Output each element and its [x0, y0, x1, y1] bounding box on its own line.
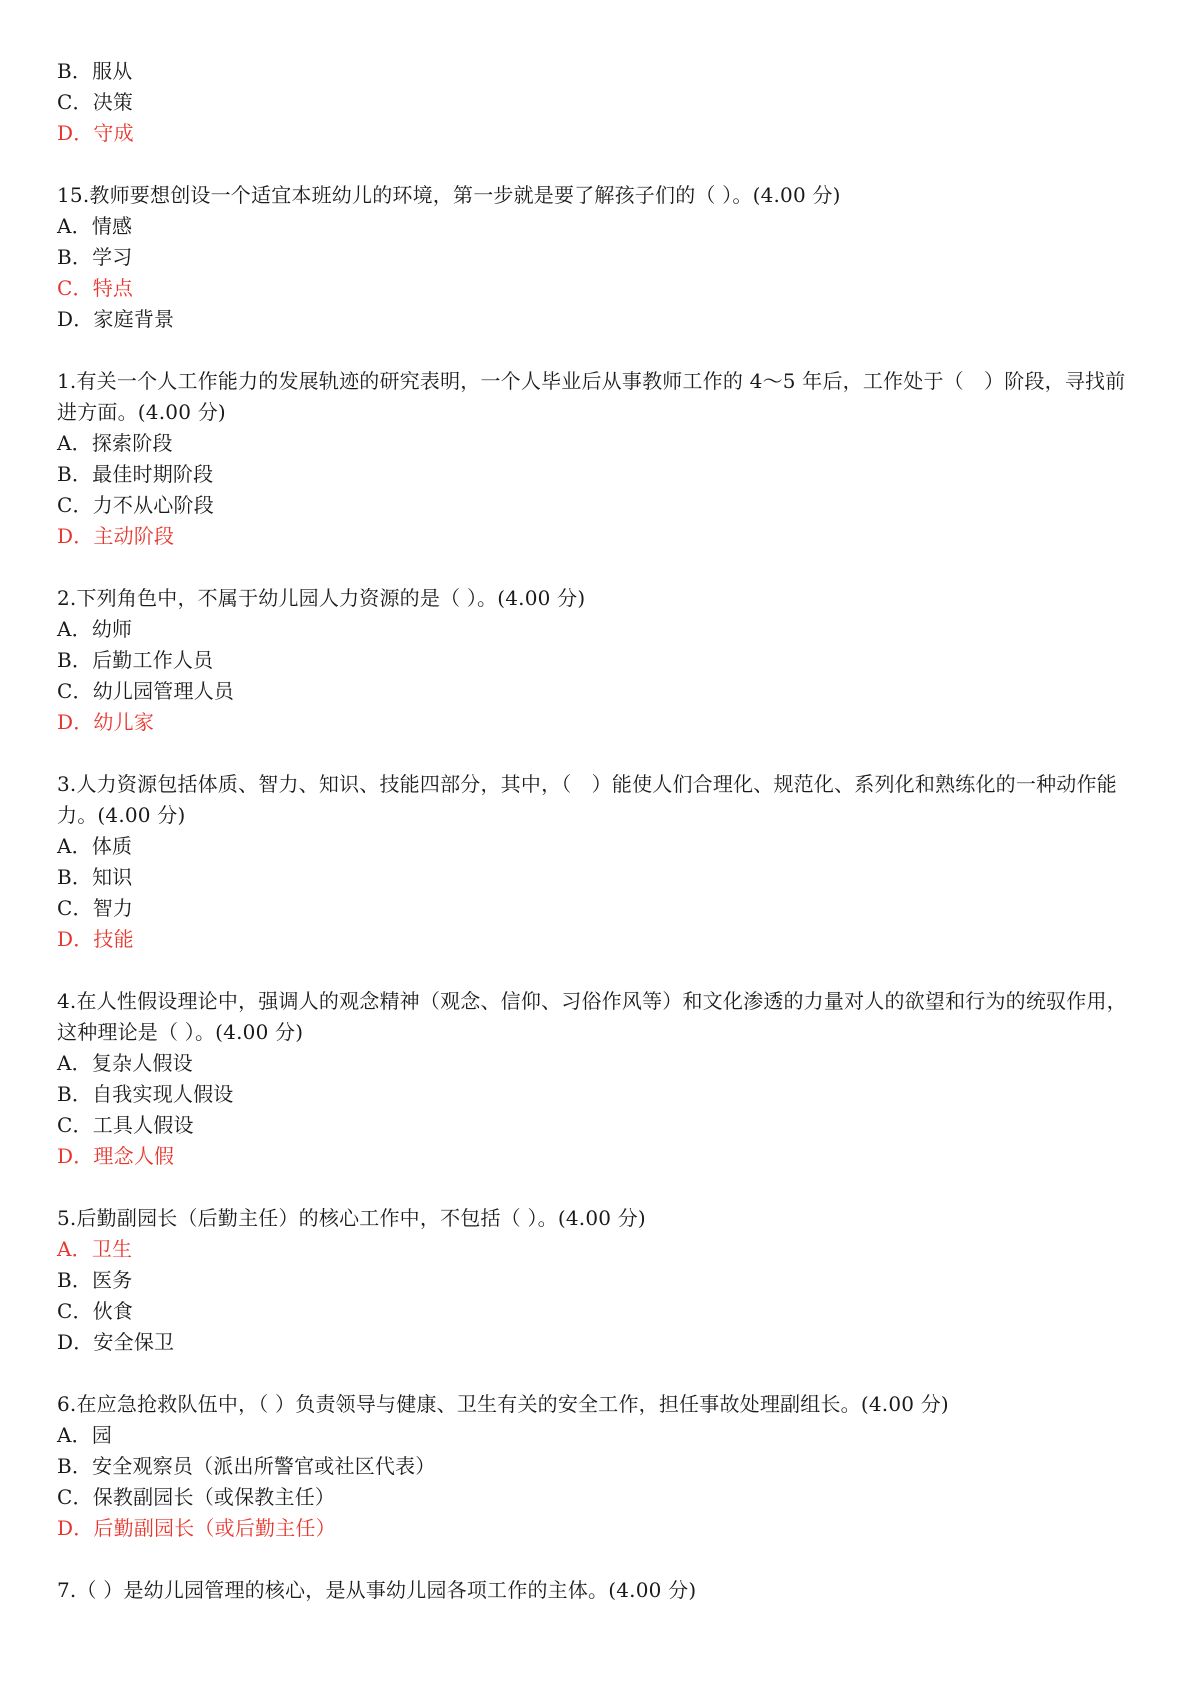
answer-option-correct: D．后勤副园长（或后勤主任） — [57, 1516, 336, 1540]
answer-option: C．幼儿园管理人员 — [57, 679, 235, 703]
answer-option: B．医务 — [57, 1268, 133, 1292]
answer-option-correct: D．理念人假 — [57, 1144, 175, 1168]
answer-option: B．学习 — [57, 245, 133, 269]
answer-option: A．复杂人假设 — [57, 1051, 193, 1075]
answer-option: B．知识 — [57, 865, 133, 889]
question-block — [57, 56, 1131, 149]
question-text: 6.在应急抢救队伍中，（ ）负责领导与健康、卫生有关的安全工作，担任事故处理副组长。(4.00 分) — [57, 1392, 949, 1416]
question-block — [57, 1389, 1131, 1544]
answer-option: A．幼师 — [57, 617, 133, 641]
question-block — [57, 180, 1131, 335]
answer-option: C．决策 — [57, 90, 134, 114]
answer-option-correct: D．守成 — [57, 121, 134, 145]
question-block — [57, 366, 1131, 552]
answer-option: D．安全保卫 — [57, 1330, 175, 1354]
answer-option: A．园 — [57, 1423, 113, 1447]
answer-option: C．力不从心阶段 — [57, 493, 214, 517]
question-text: 15.教师要想创设一个适宜本班幼儿的环境，第一步就是要了解孩子们的（ ）。(4.00 分) — [57, 183, 841, 207]
answer-option: D．家庭背景 — [57, 307, 175, 331]
question-text: 1.有关一个人工作能力的发展轨迹的研究表明，一个人毕业后从事教师工作的 4～5 年后，工作处于（ ）阶段，寻找前进方面。(4.00 分) — [57, 369, 1126, 424]
answer-option: A．探索阶段 — [57, 431, 173, 455]
answer-option: B．服从 — [57, 59, 133, 83]
question-text: 3.人力资源包括体质、智力、知识、技能四部分，其中，（ ）能使人们合理化、规范化、系列化和熟练化的一种动作能力。(4.00 分) — [57, 772, 1117, 827]
answer-option: B．安全观察员（派出所警官或社区代表） — [57, 1454, 436, 1478]
answer-option: B．自我实现人假设 — [57, 1082, 234, 1106]
answer-option: A．情感 — [57, 214, 133, 238]
answer-option-correct: A．卫生 — [57, 1237, 133, 1261]
question-block — [57, 1575, 1131, 1606]
answer-option-correct: D．幼儿家 — [57, 710, 155, 734]
answer-option: C．智力 — [57, 896, 134, 920]
question-block — [57, 583, 1131, 738]
question-block — [57, 1203, 1131, 1358]
answer-option: B．后勤工作人员 — [57, 648, 214, 672]
question-text: 4.在人性假设理论中，强调人的观念精神（观念、信仰、习俗作风等）和文化渗透的力量对人的欲望和行为的统驭作用，这种理论是（ ）。(4.00 分) — [57, 989, 1127, 1044]
question-block — [57, 769, 1131, 955]
answer-option: C．伙食 — [57, 1299, 134, 1323]
question-text: 7.（ ）是幼儿园管理的核心，是从事幼儿园各项工作的主体。(4.00 分) — [57, 1578, 697, 1602]
answer-option-correct: D．主动阶段 — [57, 524, 175, 548]
answer-option-correct: C．特点 — [57, 276, 134, 300]
question-block — [57, 986, 1131, 1172]
answer-option: C．工具人假设 — [57, 1113, 194, 1137]
answer-option: A．体质 — [57, 834, 133, 858]
answer-option: C．保教副园长（或保教主任） — [57, 1485, 336, 1509]
answer-option: B．最佳时期阶段 — [57, 462, 214, 486]
answer-option-correct: D．技能 — [57, 927, 134, 951]
question-text: 2.下列角色中，不属于幼儿园人力资源的是（ ）。(4.00 分) — [57, 586, 586, 610]
question-text: 5.后勤副园长（后勤主任）的核心工作中，不包括（ ）。(4.00 分) — [57, 1206, 646, 1230]
